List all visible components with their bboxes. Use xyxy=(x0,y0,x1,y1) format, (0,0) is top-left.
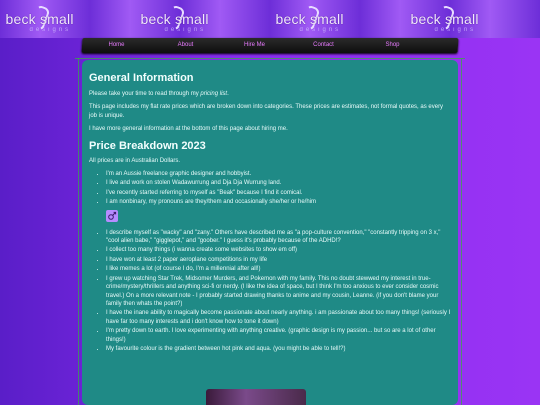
list-item: • My favourite colour is the gradient between hot pink and aqua. (you might be able to tell!?) xyxy=(106,345,451,353)
nav-home[interactable]: Home xyxy=(108,42,125,48)
logo[interactable] xyxy=(139,10,267,38)
logo-subtitle: designs xyxy=(29,27,72,33)
hiring-info-paragraph: I have more general information at the bottom of this page about hiring me. xyxy=(89,126,288,133)
logo-wordmark: beck small xyxy=(410,11,479,27)
about-list xyxy=(89,170,451,207)
list-item: • I am nonbinary, my pronouns are they/them and occasionally she/her or he/him xyxy=(106,198,451,206)
grid-line-decoration xyxy=(75,58,465,59)
currency-note: All prices are in Australian Dollars. xyxy=(89,157,181,164)
list-item: • I'm an Aussie freelance graphic designer and hobbyist. xyxy=(106,170,451,178)
list-item: • I'm pretty down to earth. I love experimenting with anything creative. (graphic design is my passion... but so are a lot of other things!) xyxy=(106,327,451,344)
logo-subtitle: designs xyxy=(434,27,477,33)
logo[interactable] xyxy=(4,10,132,38)
header-banner xyxy=(0,0,540,38)
intro-paragraph xyxy=(89,90,451,98)
logo[interactable] xyxy=(274,10,402,38)
list-item: • I have won at least 2 paper aeroplane competitions in my life xyxy=(106,256,451,264)
prices-paragraph: This page includes my flat rate prices which are broken down into categories. These prices are estimates, not formal quotes, as every job is unique. xyxy=(89,104,444,119)
general-info-heading: General Information xyxy=(89,72,194,84)
list-item: • I grew up watching Star Trek, Midsomer Murders, and Pokemon with my family. This no doubt stewwed my interest in true-crime/mystery/thrillers and anything sci-fi or nerdy. (I like the idea of space, but I think I'm too anxious to ever consider cosmic travel.) On a more relevant note - I probably started drawing thanks to anime and my cousin, Leanne. (if you don't blame your family then whats the point?) xyxy=(106,275,451,309)
list-item: • I've recently started referring to myself as "Beak" because I find it comical. xyxy=(106,189,451,197)
content-panel xyxy=(82,60,458,405)
nav-contact[interactable]: Contact xyxy=(313,42,334,48)
nav-hire-me[interactable]: Hire Me xyxy=(243,42,265,48)
logo-wordmark: beck small xyxy=(275,11,344,27)
transgender-symbol-icon xyxy=(106,210,118,222)
logo-subtitle: designs xyxy=(164,27,207,33)
main-nav xyxy=(81,38,458,53)
list-item: • I collect too many things (i wanna create some websites to show em off) xyxy=(106,246,451,254)
intro-period: . xyxy=(227,91,229,97)
logo[interactable] xyxy=(409,10,537,38)
list-item: • I like memes a lot (of course I do, I'm a millennial after all!) xyxy=(106,265,451,273)
pricing-list-link[interactable]: pricing list xyxy=(200,91,228,97)
logo-subtitle: designs xyxy=(299,27,342,33)
price-breakdown-heading: Price Breakdown 2023 xyxy=(89,139,206,152)
intro-text: Please take your time to read through my xyxy=(89,91,201,97)
list-item: • I have the inane ability to magically become passionate about nearly anything. i am passionate about too many things! (seriously I have far too many interests and i don't know how to tone it down) xyxy=(106,309,451,326)
grid-line-decoration xyxy=(461,58,462,405)
list-item: • I describe myself as "wacky" and "zany." Others have described me as "a pop-culture convention," "constantly tripping on 3 x," "cool alien babe," "gigglepot," and "goober." I guess it's probably because of the ADHD!? xyxy=(106,229,451,246)
emoji-row xyxy=(89,208,451,229)
logo-wordmark: beck small xyxy=(140,11,209,27)
nav-shop[interactable]: Shop xyxy=(385,42,400,48)
grid-line-decoration xyxy=(78,58,79,405)
personal-list xyxy=(89,229,451,354)
gallery-image xyxy=(206,389,306,405)
logo-wordmark: beck small xyxy=(5,11,74,27)
nav-about[interactable]: About xyxy=(177,42,194,48)
list-item: • I live and work on stolen Wadawurrung and Dja Dja Wurrung land. xyxy=(106,179,451,187)
